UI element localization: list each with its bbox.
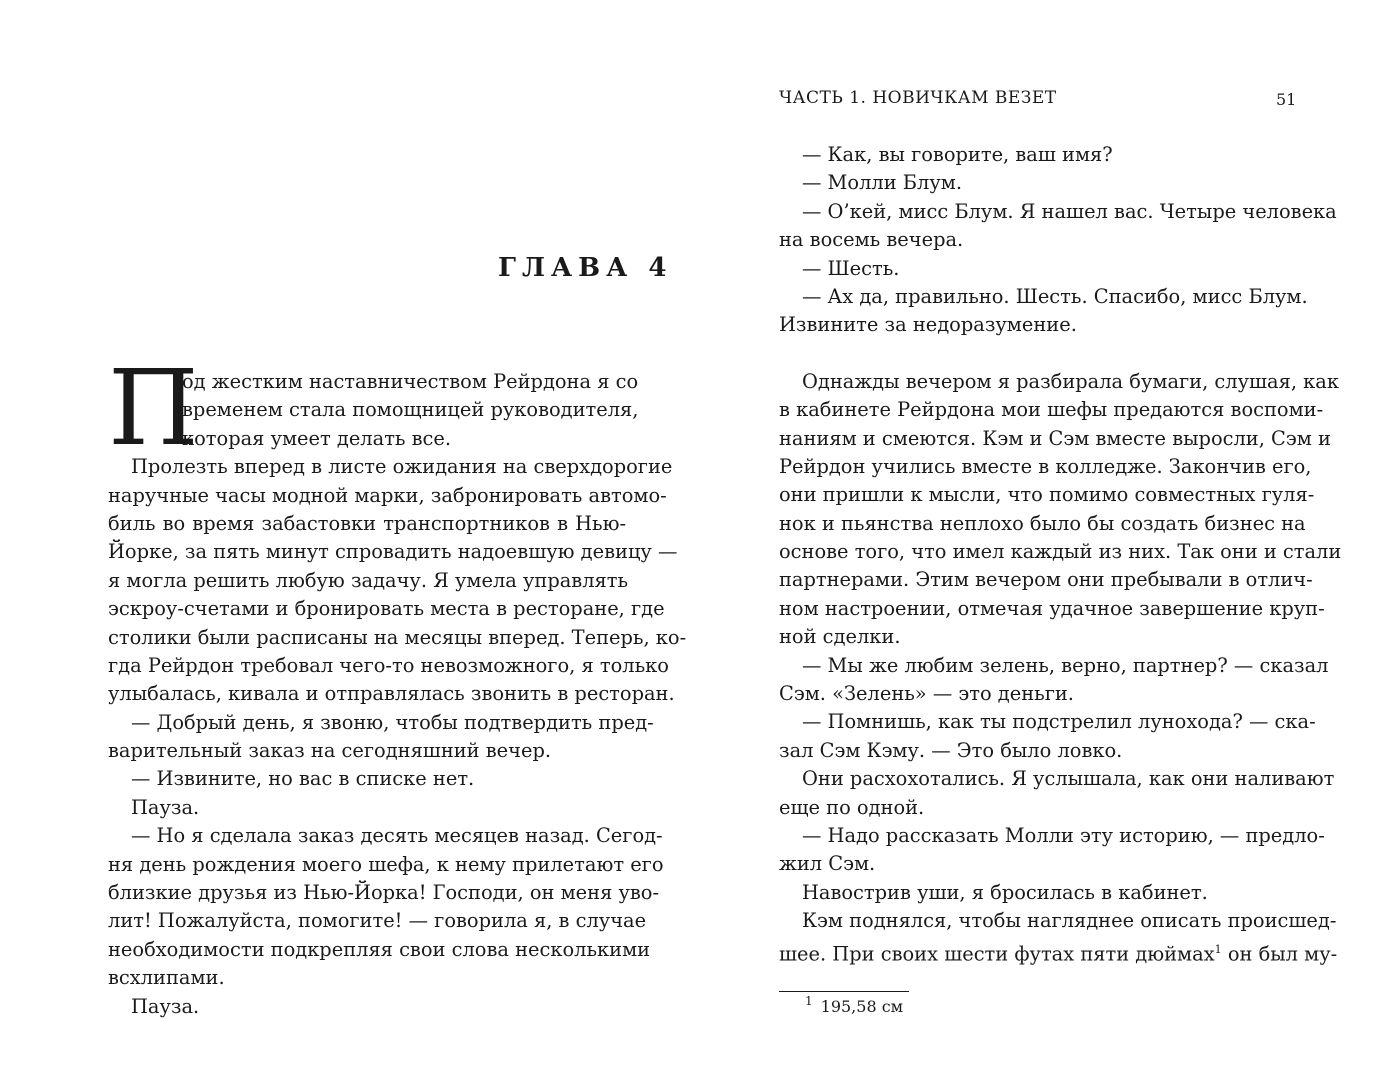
text-line: зал Сэм Кэму. — Это было ловко.: [779, 738, 1123, 762]
text-line: од жестким наставничеством Рейрдона я со: [182, 370, 639, 393]
text-line: Навострив уши, я бросилась в кабинет.: [802, 880, 1208, 904]
text-line: — Ах да, правильно. Шесть. Спасибо, мисс Блум.: [802, 284, 1308, 308]
text-line: — Помнишь, как ты подстрелил лунохода? — ска-: [802, 710, 1316, 734]
text-line: еще по одной.: [779, 795, 925, 819]
drop-cap: П: [108, 347, 199, 469]
text-line: — Извините, но вас в списке нет.: [131, 767, 475, 791]
text-line: Рейрдон учились вместе в колледже. Закончив его,: [779, 454, 1312, 478]
text-line: Пауза.: [131, 795, 200, 819]
left-body-text: [108, 368, 687, 1021]
text-line: они пришли к мысли, что помимо совместных гуля-: [779, 483, 1315, 507]
footnote-mark: 1: [805, 994, 813, 1008]
text-line: близкие друзья из Нью-Йорка! Господи, он меня уво-: [108, 881, 660, 905]
text-line: ном настроении, отмечая удачное завершение круп-: [779, 596, 1325, 620]
text-line: я могла решить любую задачу. Я умела управлять: [108, 568, 629, 592]
right-body-text: [779, 141, 1342, 966]
text-line: Сэм. «Зелень» — это деньги.: [779, 682, 1074, 706]
footnote-rule: [779, 991, 909, 992]
text-line: на восемь вечера.: [779, 228, 964, 252]
text-line: — Но я сделала заказ десять месяцев назад. Сегод-: [131, 824, 663, 848]
text-line: — Шесть.: [802, 256, 900, 280]
text-line: — Как, вы говорите, ваш имя?: [802, 143, 1113, 166]
running-head: ЧАСТЬ 1. НОВИЧКАМ ВЕЗЕТ: [779, 88, 1057, 108]
section-break: [779, 340, 1302, 368]
text-line: партнерами. Этим вечером они пребывали в отлич-: [779, 568, 1313, 592]
text-line: в кабинете Рейрдона мои шефы предаются воспоми-: [779, 398, 1324, 422]
left-page: [0, 0, 698, 1080]
footnote: [805, 994, 904, 1016]
text-line: Извините за недоразумение.: [779, 313, 1077, 337]
text-line: биль во время забастовки транспортников в Нью-: [108, 511, 626, 535]
text-line: гда Рейрдон требовал чего-то невозможного, я только: [108, 653, 669, 677]
text-line: варительный заказ на сегодняшний вечер.: [108, 739, 552, 763]
text-line: Однажды вечером я разбирала бумаги, слушая, как: [802, 369, 1339, 393]
text-line: временем стала помощницей руководителя,: [182, 398, 639, 422]
footnote-reference: 1: [1214, 942, 1222, 956]
text-line: Кэм поднялся, чтобы нагляднее описать происшед-: [802, 909, 1337, 933]
text-line: — Надо рассказать Молли эту историю, — предло-: [802, 823, 1325, 847]
text-line: наручные часы модной марки, забронировать автомо-: [108, 483, 667, 507]
text-line: ной сделки.: [779, 625, 901, 649]
text-line: которая умеет делать все.: [182, 426, 452, 450]
text-line: всхлипами.: [108, 966, 225, 990]
text-line: столики были расписаны на месяцы вперед. Теперь, ко-: [108, 625, 687, 649]
text-line: Йорке, за пять минут спровадить надоевшую девицу —: [108, 540, 678, 564]
text-line: нок и пьянства неплохо было бы создать бизнес на: [779, 511, 1306, 535]
text-line: эскроу-счетами и бронировать места в ресторане, где: [108, 597, 665, 621]
page-number: 51: [1276, 90, 1297, 109]
text-line: — Молли Блум.: [802, 171, 963, 195]
text-line: лит! Пожалуйста, помогите! — говорила я, в случае: [108, 909, 647, 933]
text-line: наниям и смеются. Кэм и Сэм вместе выросли, Сэм и: [779, 426, 1331, 450]
text-line: основе того, что имел каждый из них. Так они и стали: [779, 540, 1342, 564]
text-line: — О’кей, мисс Блум. Я нашел вас. Четыре человека: [802, 199, 1337, 223]
text-line: Пролезть вперед в листе ожидания на сверхдорогие: [131, 455, 673, 479]
right-page: [698, 0, 1397, 1080]
text-line: жил Сэм.: [779, 852, 876, 876]
chapter-heading: ГЛАВА 4: [498, 253, 673, 283]
text-line: — Мы же любим зелень, верно, партнер? — сказал: [802, 653, 1329, 677]
footnote-text: 195,58 см: [820, 997, 904, 1016]
text-fragment: он был му-: [1227, 942, 1338, 966]
text-line: — Добрый день, я звоню, чтобы подтвердить пред-: [131, 710, 654, 734]
text-line: улыбалась, кивала и отправлялась звонить в ресторан.: [108, 682, 675, 706]
text-fragment: шее. При своих шести футах пяти дюймах: [779, 942, 1215, 966]
text-line: ня день рождения моего шефа, к нему прилетают его: [108, 852, 664, 876]
text-line: Они расхохотались. Я услышала, как они наливают: [802, 767, 1335, 791]
text-line: [779, 936, 1338, 966]
text-line: Пауза.: [131, 994, 200, 1018]
text-line: необходимости подкрепляя свои слова несколькими: [108, 937, 651, 961]
